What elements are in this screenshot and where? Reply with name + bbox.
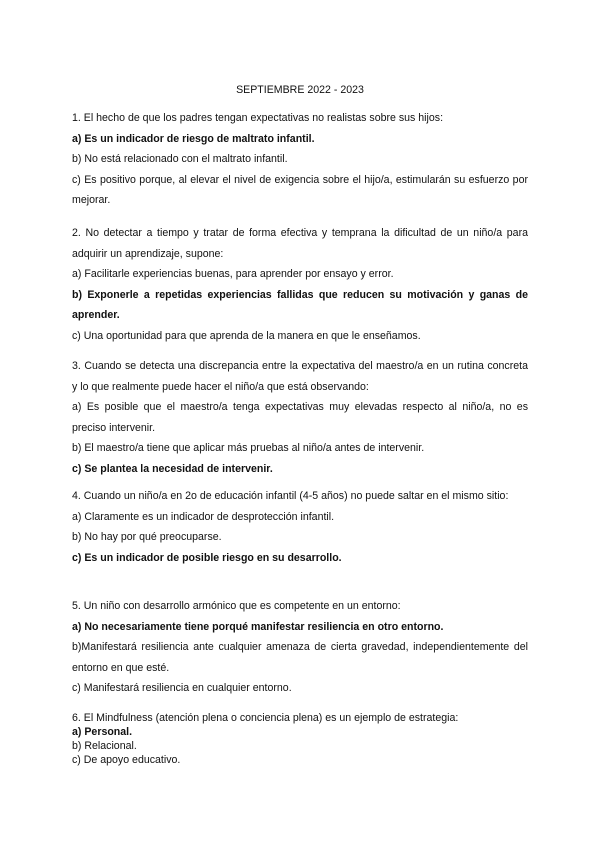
option-b: b) No hay por qué preocuparse. bbox=[72, 531, 222, 543]
question-4 bbox=[72, 486, 528, 568]
option-c: c) Es positivo porque, al elevar el nivel de exigencia sobre el hijo/a, estimularán su esfuerzo por mejorar. bbox=[72, 173, 528, 206]
question-stem: 1. El hecho de que los padres tengan expectativas no realistas sobre sus hijos: bbox=[72, 112, 444, 124]
option-b: b) El maestro/a tiene que aplicar más pruebas al niño/a antes de intervenir. bbox=[72, 442, 425, 454]
question-stem: 2. No detectar a tiempo y tratar de forma efectiva y temprana la dificultad de un niño/a para adquirir un aprendizaje, supone: bbox=[72, 227, 528, 260]
option-c-correct: c) Se plantea la necesidad de intervenir. bbox=[72, 462, 273, 475]
option-b: b) No está relacionado con el maltrato infantil. bbox=[72, 153, 288, 165]
question-stem: 6. El Mindfulness (atención plena o conciencia plena) es un ejemplo de estrategia: bbox=[72, 712, 459, 724]
option-c-correct: c) Es un indicador de posible riesgo en su desarrollo. bbox=[72, 551, 342, 564]
option-a-correct: a) Personal. bbox=[72, 726, 133, 738]
question-stem: 5. Un niño con desarrollo armónico que es competente en un entorno: bbox=[72, 600, 401, 612]
option-c: c) Una oportunidad para que aprenda de la manera en que le enseñamos. bbox=[72, 329, 421, 342]
option-c: c) Manifestará resiliencia en cualquier entorno. bbox=[72, 682, 292, 694]
question-3 bbox=[72, 356, 528, 479]
option-a: a) Es posible que el maestro/a tenga expectativas muy elevadas respecto al niño/a, no es preciso intervenir. bbox=[72, 401, 528, 434]
question-6 bbox=[72, 711, 528, 767]
question-5 bbox=[72, 596, 528, 699]
option-a-correct: a) Es un indicador de riesgo de maltrato infantil. bbox=[72, 132, 315, 145]
question-stem: 3. Cuando se detecta una discrepancia entre la expectativa del maestro/a en un rutina concreta y lo que realmente puede hacer el niño/a que está observando: bbox=[72, 360, 528, 393]
page-title: SEPTIEMBRE 2022 - 2023 bbox=[236, 84, 364, 96]
question-stem: 4. Cuando un niño/a en 2o de educación infantil (4-5 años) no puede saltar en el mismo sitio: bbox=[72, 490, 509, 502]
option-b: b) Relacional. bbox=[72, 740, 137, 752]
option-c: c) De apoyo educativo. bbox=[72, 754, 181, 766]
question-2 bbox=[72, 223, 528, 346]
option-a: a) Facilitarle experiencias buenas, para aprender por ensayo y error. bbox=[72, 268, 394, 280]
option-b: b)Manifestará resiliencia ante cualquier amenaza de cierta gravedad, independientemente del entorno en que esté. bbox=[72, 641, 528, 674]
option-a: a) Claramente es un indicador de desprotección infantil. bbox=[72, 510, 335, 523]
option-b-correct: b) Exponerle a repetidas experiencias fallidas que reducen su motivación y ganas de aprender. bbox=[72, 288, 528, 321]
question-1 bbox=[72, 108, 528, 211]
option-a-correct: a) No necesariamente tiene porqué manifestar resiliencia en otro entorno. bbox=[72, 620, 444, 633]
